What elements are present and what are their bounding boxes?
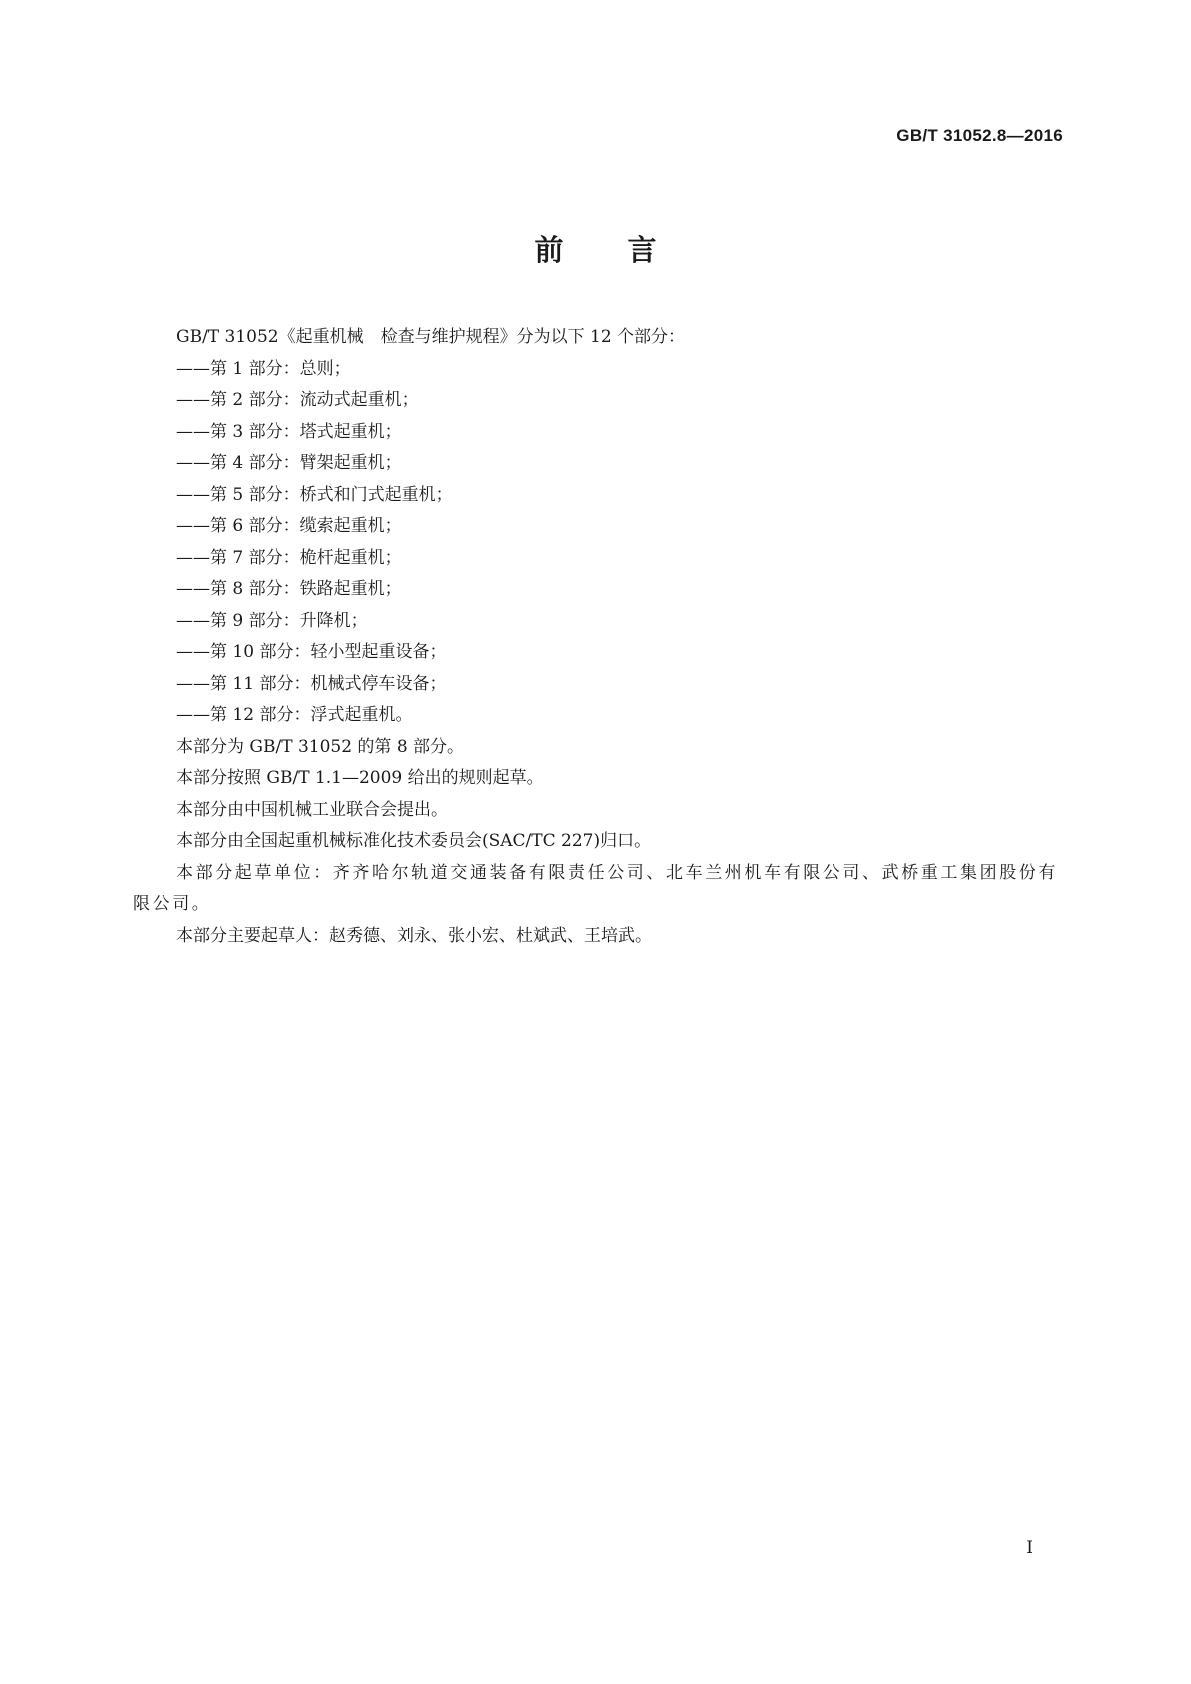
proposed-by-statement: 本部分由中国机械工业联合会提出。: [176, 799, 448, 820]
part-list-item: ——第 3 部分：塔式起重机；: [176, 421, 402, 442]
foreword-body: [133, 322, 1061, 952]
standard-number: GB/T 31052.8—2016: [896, 126, 1063, 145]
part-of-statement: 本部分为 GB/T 31052 的第 8 部分。: [176, 736, 465, 757]
part-list-item: ——第 7 部分：桅杆起重机；: [176, 547, 402, 568]
drafters-statement: 本部分主要起草人：赵秀德、刘永、张小宏、杜斌武、王培武。: [176, 925, 652, 946]
part-list-item: ——第 6 部分：缆索起重机；: [176, 516, 402, 536]
part-list-item: ——第 8 部分：铁路起重机；: [176, 579, 402, 599]
part-list-item: ——第 9 部分：升降机；: [176, 610, 368, 631]
drafting-rules-statement: 本部分按照 GB/T 1.1—2009 给出的规则起草。: [176, 768, 544, 788]
page-title: 前言: [534, 233, 721, 267]
part-list-item: ——第 4 部分：臂架起重机；: [176, 453, 402, 473]
part-list-item: ——第 1 部分：总则；: [176, 358, 351, 379]
part-list-item: ——第 12 部分：浮式起重机。: [176, 705, 413, 725]
page-number: I: [1026, 1538, 1033, 1558]
part-list-item: ——第 11 部分：机械式停车设备；: [176, 673, 447, 694]
intro-paragraph: GB/T 31052《起重机械 检查与维护规程》分为以下 12 个部分：: [176, 327, 686, 347]
part-list-item: ——第 10 部分：轻小型起重设备；: [176, 642, 447, 662]
centralized-by-statement: 本部分由全国起重机械标准化技术委员会(SAC/TC 227)归口。: [176, 831, 652, 851]
part-list-item: ——第 5 部分：桥式和门式起重机；: [176, 484, 453, 505]
drafting-units-statement: 本部分起草单位：齐齐哈尔轨道交通装备有限责任公司、北车兰州机车有限公司、武桥重工集团股份有限公司。: [133, 862, 1058, 914]
part-list-item: ——第 2 部分：流动式起重机；: [176, 390, 419, 410]
